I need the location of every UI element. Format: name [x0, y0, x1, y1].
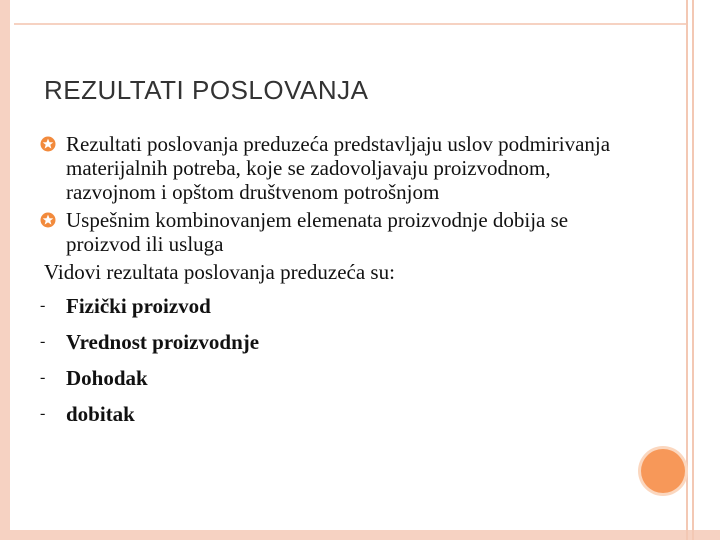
left-frame-border: [0, 0, 14, 540]
intro-line: Vidovi rezultata poslovanja preduzeća su:: [44, 260, 395, 284]
star-bullet-icon: [40, 136, 56, 152]
dash-marker: -: [40, 369, 46, 386]
bullet-text: Uspešnim kombinovanjem elemenata proizvodnje dobija se proizvod ili usluga: [66, 208, 569, 256]
dash-marker: -: [40, 405, 46, 422]
bullet-text: Rezultati poslovanja preduzeća predstavljaju uslov podmirivanja materijalnih potreba, koje se zadovoljavaju proizvodnom, razvojnom i opštom društvenom potrošnjom: [66, 132, 611, 204]
dash-marker: -: [40, 297, 46, 314]
star-bullet-icon: [40, 212, 56, 228]
bullet-item: [44, 208, 644, 256]
top-divider: [14, 23, 688, 25]
slide-content: [40, 132, 644, 438]
dash-item: [40, 402, 644, 426]
dash-marker: -: [40, 333, 46, 350]
dash-item-text: Fizički proizvod: [66, 294, 211, 318]
vertical-rule: [692, 0, 694, 540]
dash-item: [40, 330, 644, 354]
vertical-rule: [686, 0, 688, 540]
dash-item: [40, 366, 644, 390]
slide-title: REZULTATI POSLOVANJA: [44, 75, 369, 105]
dash-item-text: dobitak: [66, 402, 135, 426]
dash-item-text: Vrednost proizvodnje: [66, 330, 260, 354]
dash-item-text: Dohodak: [66, 366, 148, 390]
bullet-item: [44, 132, 644, 204]
bottom-frame-border: [0, 530, 720, 540]
accent-circle: [641, 449, 685, 493]
dash-item: [40, 294, 644, 318]
